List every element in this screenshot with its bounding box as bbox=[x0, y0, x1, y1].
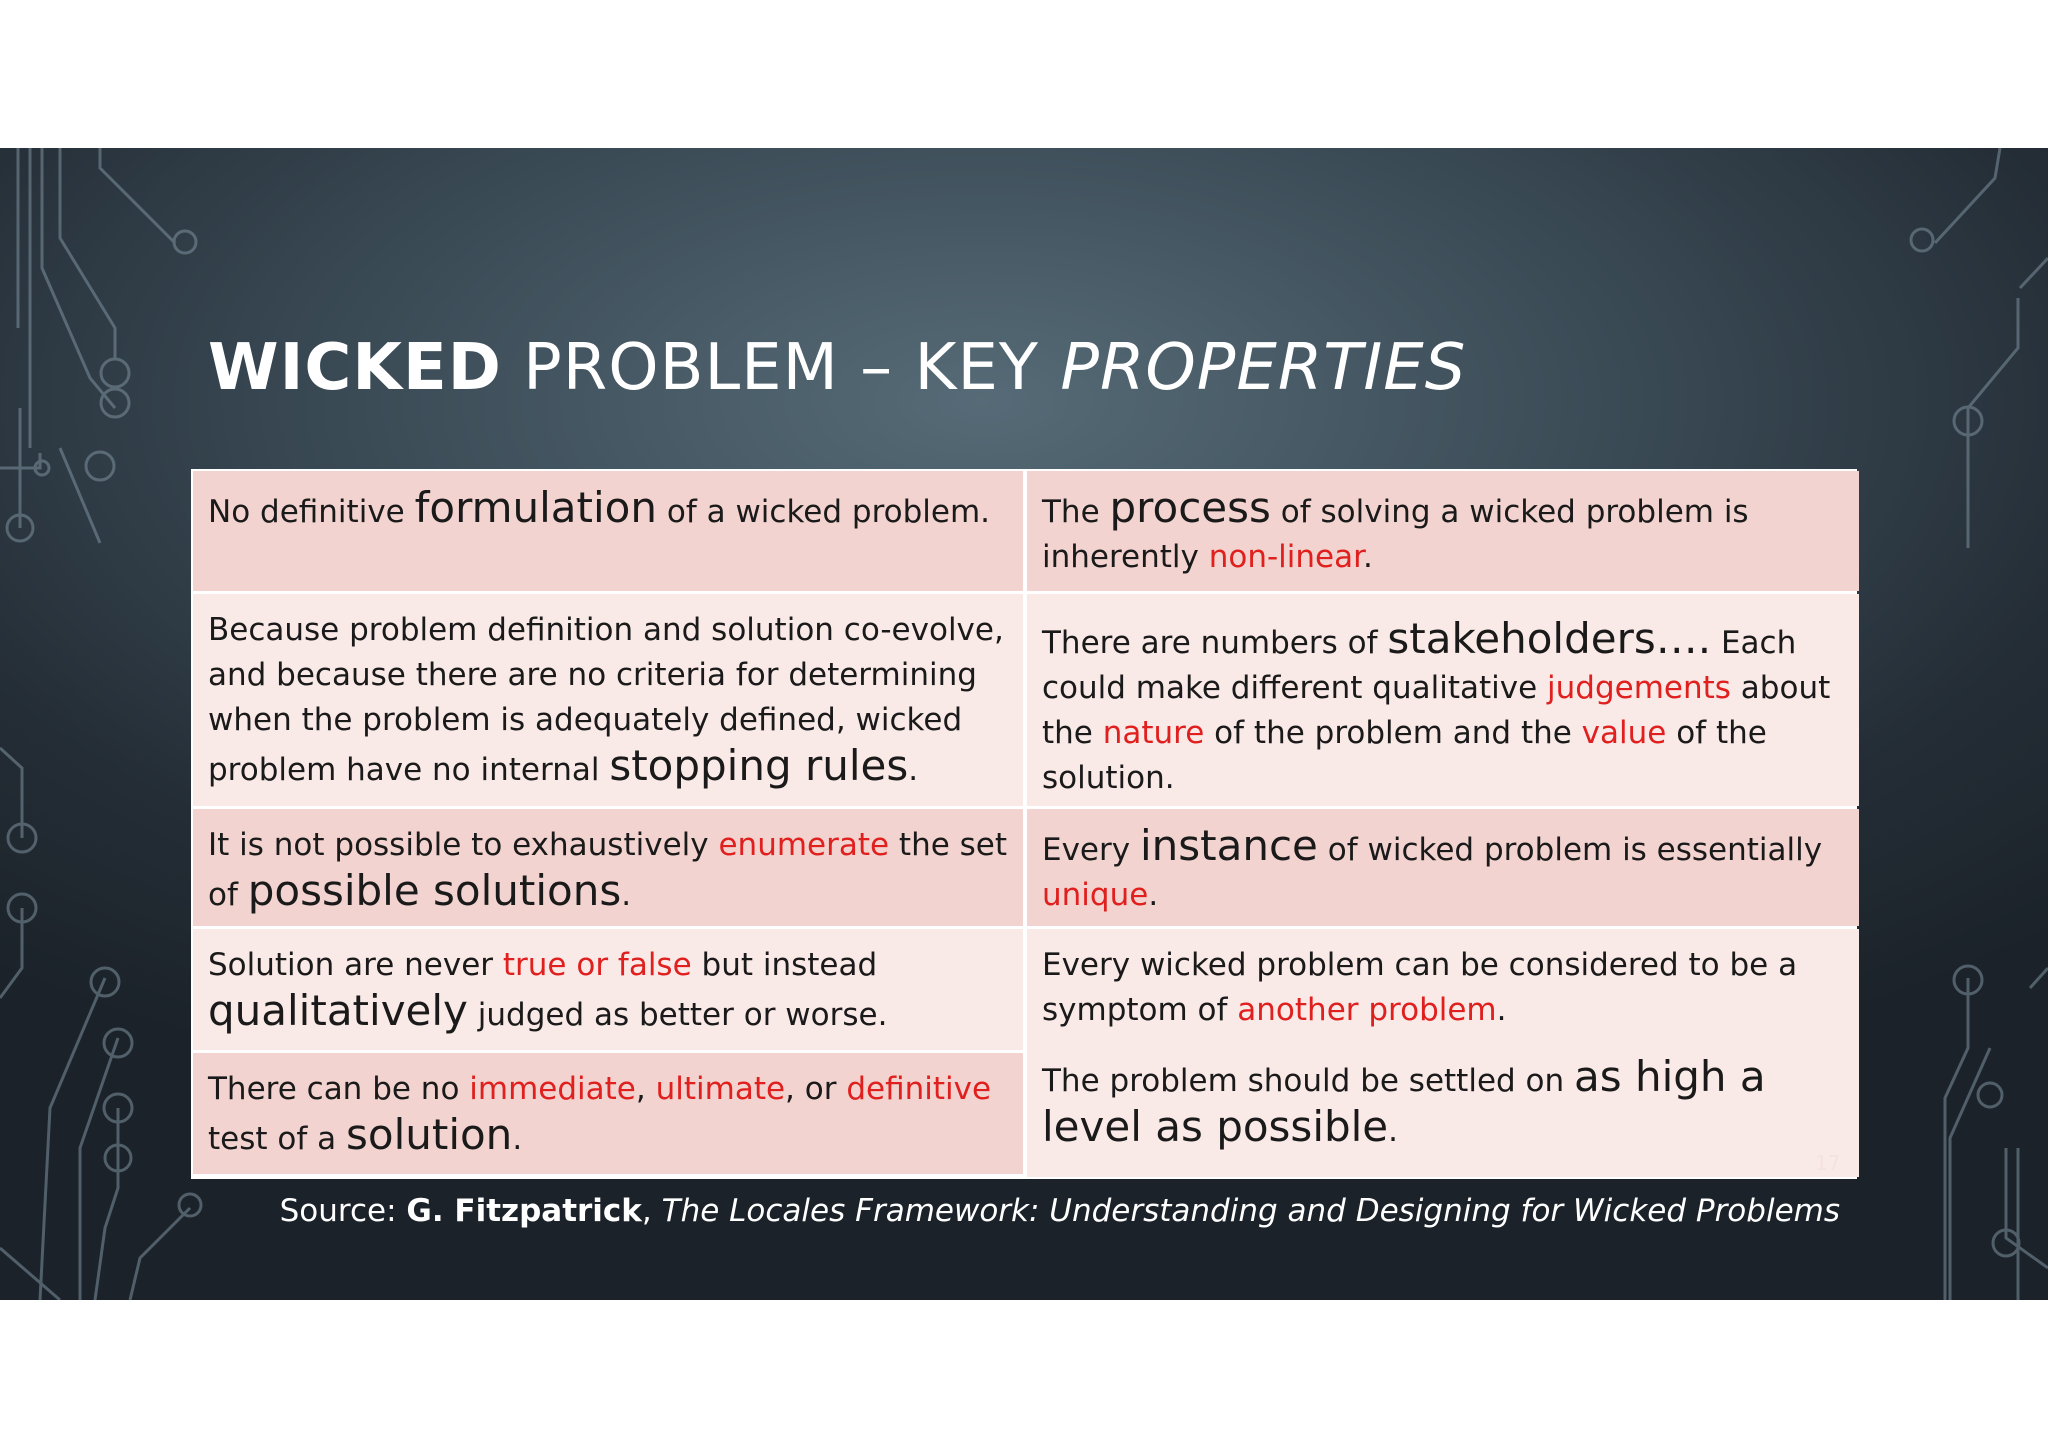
page-number: 17 bbox=[1815, 1151, 1841, 1175]
property-cell-process: The process of solving a wicked problem is inherently non-linear. bbox=[1027, 471, 1859, 591]
property-cell-instance: Every instance of wicked problem is essentially unique. bbox=[1027, 809, 1859, 926]
property-cell-stakeholders: There are numbers of stakeholders…. Each could make different qualitative judgements about the nature of the problem and the value of the solution. bbox=[1027, 594, 1859, 806]
title-italic: PROPERTIES bbox=[1060, 331, 1467, 405]
source-citation: Source: G. Fitzpatrick, The Locales Framework: Understanding and Designing for Wicked Problems bbox=[279, 1193, 1840, 1229]
slide-title bbox=[208, 331, 1466, 405]
property-cell-symptom: Every wicked problem can be considered to be a symptom of another problem. The problem should be settled on as high a level as possible. bbox=[1027, 929, 1859, 1177]
property-cell-no-test: There can be no immediate, ultimate, or definitive test of a solution. bbox=[193, 1053, 1023, 1174]
properties-table bbox=[191, 469, 1857, 1179]
slide bbox=[0, 148, 2048, 1300]
title-bold: WICKED bbox=[208, 331, 502, 405]
title-mid: PROBLEM – KEY bbox=[501, 331, 1061, 405]
property-cell-true-false: Solution are never true or false but instead qualitatively judged as better or worse. bbox=[193, 929, 1023, 1050]
property-cell-stopping-rules: Because problem definition and solution co-evolve, and because there are no criteria for determining when the problem is adequately defined, wicked problem have no internal stopping rules. bbox=[193, 594, 1023, 806]
property-cell-formulation: No definitive formulation of a wicked problem. bbox=[193, 471, 1023, 591]
left-stack bbox=[193, 929, 1023, 1174]
property-cell-enumerate: It is not possible to exhaustively enumerate the set of possible solutions. bbox=[193, 809, 1023, 926]
